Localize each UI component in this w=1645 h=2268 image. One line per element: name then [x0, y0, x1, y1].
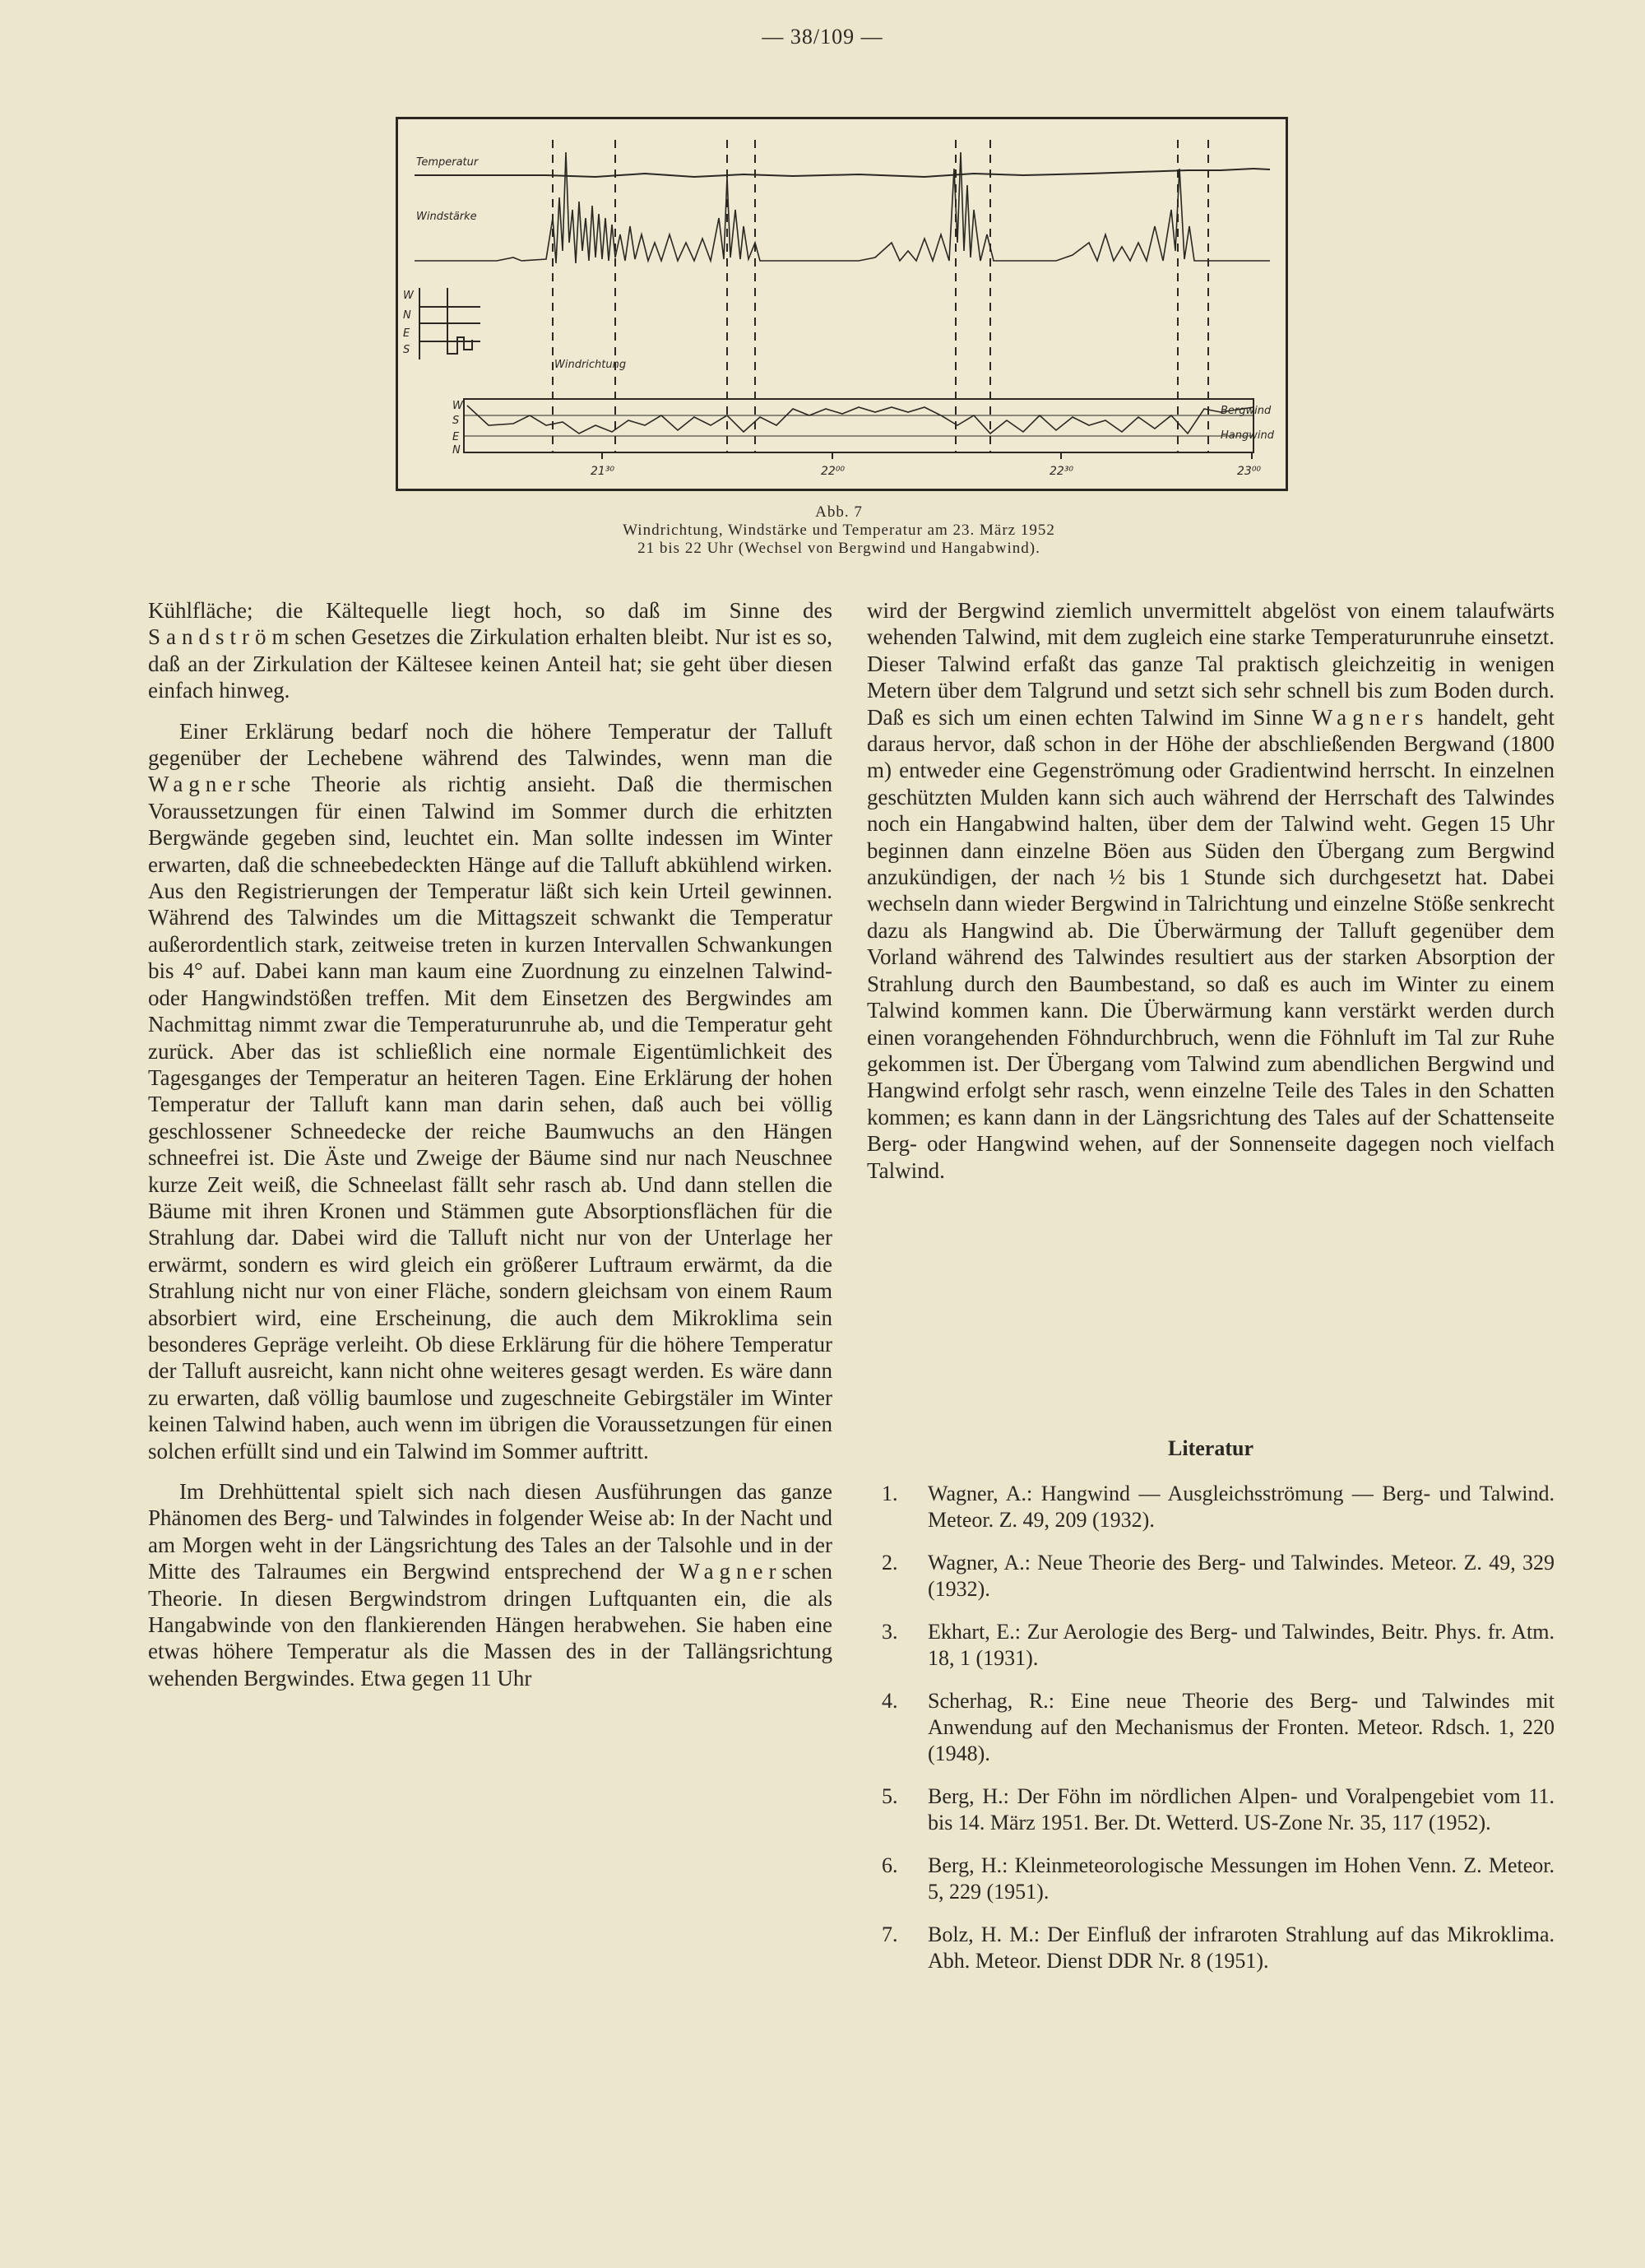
figure-number: Abb. 7	[815, 503, 863, 521]
text-span: sche Theorie als richtig ansieht. Daß die thermischen Voraussetzungen für einen Talwind im Sommer durch die erhitzten Bergwände gegeben sind, leuchtet ein. Man sollte indessen im Winter erwarten, daß die schneebedeckten Hänge auf die Talluft abkühlend wirken. Aus den Registrierungen der Temperatur läßt sich kein Urteil gewinnen. Während des Talwindes um die Mittagszeit schwankt die Temperatur außerordentlich stark, zeitweise treten in kurzen Intervallen Schwankungen bis 4° auf. Dabei kann man kaum eine Zuordnung zu einzelnen Talwind- oder Hangwindstößen treffen. Mit dem Einsetzen des Bergwindes am Nachmittag nimmt zwar die Temperaturunruhe ab, und die Temperatur geht zurück. Aber das ist schließlich eine normale Eigentümlichkeit des Tagesganges der Temperatur an heiteren Tagen. Eine Erklärung der hohen Temperatur der Talluft kann man darin sehen, daß auch bei völlig geschlossener Schneedecke der reiche Baumwuchs an den Hängen schneefrei ist. Die Äste und Zweige der Bäume sind nur nach Neuschnee kurze Zeit weiß, die Schneelast fällt sehr rasch ab. Und dann stellen die Bäume mit ihren Kronen und Stämmen gute Absorptionsflächen für die Strahlung dar. Dabei wird die Talluft nicht nur von der Unterlage her erwärmt, sondern es wird gleich ein größerer Luftraum erwärmt, da die Strahlung nicht nur von einer Fläche, sondern gleichsam von einem Raum absorbiert wird, eine Erscheinung, die auch dem Mikroklima sein besonderes Gepräge verleiht. Ob diese Erklärung für die höhere Temperatur der Talluft ausreicht, kann nicht ohne weiteres gesagt werden. Es wäre dann zu erwarten, daß völlig baumlose und zugeschneite Gebirgstäler im Winter keinen Talwind haben, auch wenn im übrigen die Voraussetzungen für einen solchen erfüllt sind und ein Talwind im Sommer auftritt.	[148, 772, 832, 1463]
direction-letter-w: W	[403, 290, 414, 302]
text-span: Einer Erklärung bedarf noch die höhere Temperatur der Talluft gegenüber der Lechebene während des Talwindes, wenn man die	[148, 718, 832, 771]
direction-letter-w-lower: W	[452, 400, 463, 412]
label-windrichtung: Windrichtung	[554, 359, 627, 371]
direction-letter-e-lower: E	[452, 431, 460, 443]
reference-item	[882, 1688, 1555, 1767]
literature-heading: Literatur	[1168, 1436, 1253, 1460]
reference-number: 6.	[882, 1853, 898, 1877]
reference-item	[882, 1783, 1555, 1836]
temperature-trace	[415, 169, 1270, 177]
text-span: schen Theorie. In diesen Bergwindstrom dringen Luftquanten ein, die als Hangabwinde von den flankierenden Hängen herabwehen. Sie haben eine etwas höhere Temperatur als die Massen des in der Tallängsrichtung wehenden Bergwindes. Etwa gegen 11 Uhr	[148, 1559, 833, 1691]
reference-number: 1.	[882, 1482, 898, 1505]
reference-number: 7.	[882, 1922, 898, 1946]
author-name: Wagner	[679, 1559, 782, 1584]
reference-item	[882, 1550, 1555, 1602]
text-span: Im Drehhüttental spielt sich nach diesen Ausführungen das ganze Phänomen des Berg- und Talwindes in folgender Weise ab: In der Nacht und am Morgen weht in der Längsrichtung des Tales an der Talsohle und in der Mitte des Talraumes ein Bergwind entsprechend der	[148, 1479, 832, 1584]
text-span: Kühlfläche; die Kältequelle liegt hoch, so daß im Sinne des	[148, 598, 832, 623]
text-span: wird der Bergwind ziemlich unvermittelt abgelöst von einem talaufwärts wehenden Talwind, mit dem zugleich eine starke Temperaturunruhe einsetzt. Dieser Talwind erfaßt das ganze Tal praktisch gleichzeitig in wenigen Metern über dem Talgrund und setzt sich sehr schnell bis zum Boden durch. Daß es sich um einen echten Talwind im Sinne	[867, 598, 1555, 730]
direction-letter-e: E	[403, 327, 410, 340]
paragraph	[867, 597, 1555, 1184]
figure-wind-recording	[396, 117, 1288, 491]
reference-text: Berg, H.: Der Föhn im nördlichen Alpen- und Voralpengebiet vom 11. bis 14. März 1951. Ber. Dt. Wetterd. US-Zone Nr. 35, 117 (1952).	[928, 1784, 1555, 1834]
left-column	[148, 597, 832, 1705]
reference-text: Bolz, H. M.: Der Einfluß der infraroten Strahlung auf das Mikroklima. Abh. Meteor. Dienst DDR Nr. 8 (1951).	[928, 1922, 1555, 1973]
reference-text: Wagner, A.: Neue Theorie des Berg- und Talwindes. Meteor. Z. 49, 329 (1932).	[928, 1551, 1555, 1601]
right-column	[867, 597, 1555, 1198]
reference-item	[882, 1922, 1555, 1974]
wind-recording-chart	[398, 119, 1286, 489]
reference-number: 3.	[882, 1620, 898, 1644]
paragraph	[148, 1478, 832, 1691]
figure-caption-line1: Windrichtung, Windstärke und Temperatur am 23. März 1952	[623, 522, 1055, 539]
label-windstaerke: Windstärke	[416, 211, 477, 223]
direction-letter-n-lower: N	[452, 444, 461, 457]
text-span: schen Gesetzes die Zirkulation erhalten bleibt. Nur ist es so, daß an der Zirkulation der Kältesee keinen Anteil hat; sie geht über diesen einfach hinweg.	[148, 624, 832, 703]
reference-number: 2.	[882, 1551, 898, 1575]
time-tick: 21³⁰	[591, 465, 615, 478]
reference-text: Berg, H.: Kleinmeteorologische Messungen im Hohen Venn. Z. Meteor. 5, 229 (1951).	[928, 1853, 1555, 1904]
time-tick: 23⁰⁰	[1237, 465, 1262, 478]
direction-scale-box	[419, 288, 480, 359]
reference-item	[882, 1619, 1555, 1672]
direction-letter-s-lower: S	[452, 415, 460, 427]
author-name: Wagner	[148, 772, 252, 797]
windspeed-trace	[415, 152, 1270, 263]
direction-letter-n: N	[403, 309, 411, 322]
paragraph	[148, 597, 832, 704]
reference-text: Wagner, A.: Hangwind — Ausgleichsströmung — Berg- und Talwind. Meteor. Z. 49, 209 (1932).	[928, 1482, 1555, 1532]
legend-hangwind: Hangwind	[1221, 429, 1274, 442]
direction-letter-s: S	[403, 344, 410, 356]
reference-number: 4.	[882, 1689, 898, 1713]
paragraph	[148, 718, 832, 1464]
time-tick: 22⁰⁰	[821, 465, 846, 478]
figure-caption-line2: 21 bis 22 Uhr (Wechsel von Bergwind und Hangabwind).	[637, 540, 1040, 557]
legend-bergwind: Bergwind	[1221, 405, 1272, 417]
text-span: handelt, geht daraus hervor, daß schon in der Höhe der abschließenden Bergwand (1800 m) entweder eine Gegenströmung oder Gradientwind herrscht. In einzelnen geschützten Mulden kann sich auch während der Herrschaft des Talwindes noch ein Hangabwind halten, über dem der Talwind weht. Gegen 15 Uhr beginnen dann einzelne Böen aus Süden den Übergang zum Bergwind anzukündigen, der nach ½ bis 1 Stunde sich durchgesetzt hat. Dabei wechseln dann wieder Bergwind in Talrichtung und einzelne Stöße senkrecht dazu als Hangwind ab. Die Überwärmung der Talluft gegenüber dem Vorland während des Talwindes resultiert aus der starken Absorption der Strahlung durch den Baumbestand, so daß es auch im Winter zu einem Talwind kommen kann. Die Überwärmung kann verstärkt werden durch einen vorangehenden Föhndurchbruch, wenn die Föhnluft im Tal zur Ruhe gekommen ist. Der Übergang vom Talwind zum abendlichen Bergwind und Hangwind erfolgt sehr rasch, wenn einzelne Teile des Tales in den Schatten kommen; es kann dann in der Längsrichtung des Tales auf der Schattenseite Berg- oder Hangwind wehen, auf der Sonnenseite dagegen noch vielfach Talwind.	[867, 704, 1555, 1183]
reference-item	[882, 1853, 1555, 1905]
reference-list	[882, 1481, 1555, 1991]
page-number: — 38/109 —	[762, 25, 883, 49]
reference-text: Ekhart, E.: Zur Aerologie des Berg- und Talwindes, Beitr. Phys. fr. Atm. 18, 1 (1931).	[928, 1620, 1555, 1670]
author-name: Sandström	[148, 624, 295, 650]
label-temperature: Temperatur	[416, 156, 479, 169]
reference-text: Scherhag, R.: Eine neue Theorie des Berg- und Talwindes mit Anwendung auf den Mechanismus der Fronten. Meteor. Rdsch. 1, 220 (1948).	[928, 1689, 1555, 1765]
reference-number: 5.	[882, 1784, 898, 1808]
reference-item	[882, 1481, 1555, 1533]
direction-trace	[467, 406, 1253, 434]
author-name: Wagners	[1311, 704, 1430, 730]
time-tick: 22³⁰	[1050, 465, 1074, 478]
